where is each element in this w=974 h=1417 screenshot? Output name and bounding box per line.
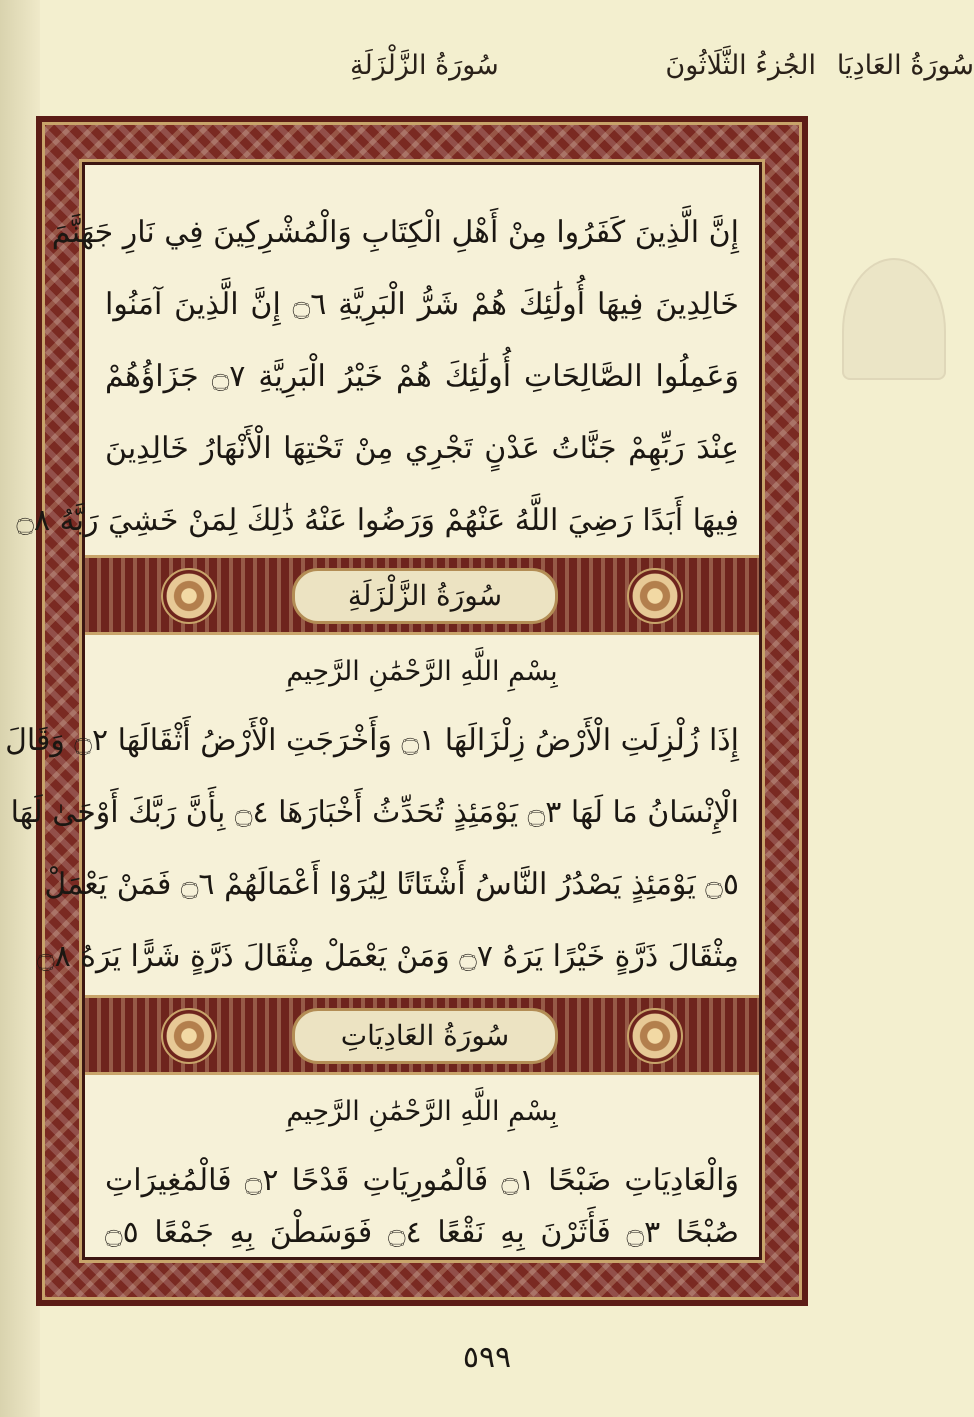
verse-line: فِيهَا أَبَدًا رَضِيَ اللَّهُ عَنْهُمْ وَرَضُوا عَنْهُ ذَٰلِكَ لِمَنْ خَشِيَ رَبَّهُ ۝٨ (16, 503, 739, 538)
verse-line: إِذَا زُلْزِلَتِ الْأَرْضُ زِلْزَالَهَا ۝١ وَأَخْرَجَتِ الْأَرْضُ أَثْقَالَهَا ۝٢ وَقَالَ (5, 723, 739, 758)
verse-line: ۝٥ يَوْمَئِذٍ يَصْدُرُ النَّاسُ أَشْتَاتًا لِيُرَوْا أَعْمَالَهُمْ ۝٦ فَمَنْ يَعْمَلْ (44, 867, 739, 902)
basmala: بِسْمِ اللَّهِ الرَّحْمَٰنِ الرَّحِيمِ (286, 656, 558, 687)
surah-banner-zalzalah (85, 555, 759, 635)
verse-line: إِنَّ الَّذِينَ كَفَرُوا مِنْ أَهْلِ الْكِتَابِ وَالْمُشْرِكِينَ فِي نَارِ جَهَنَّمَ (51, 215, 739, 250)
juz-title: الجُزءُ الثَّلَاثُونَ (665, 50, 816, 81)
page-gutter (0, 0, 40, 1417)
surah-header-center: سُورَةُ الزَّلْزَلَةِ (350, 50, 499, 81)
surah-title: سُورَةُ الزَّلْزَلَةِ (292, 568, 558, 624)
verse-line: خَالِدِينَ فِيهَا أُولَٰئِكَ هُمْ شَرُّ الْبَرِيَّةِ ۝٦ إِنَّ الَّذِينَ آمَنُوا (105, 287, 739, 322)
surah-header-right: سُورَةُ العَادِيَا (836, 50, 974, 81)
rosette-icon (161, 568, 217, 624)
verse-line: الْإِنْسَانُ مَا لَهَا ۝٣ يَوْمَئِذٍ تُحَدِّثُ أَخْبَارَهَا ۝٤ بِأَنَّ رَبَّكَ أَوْحَىٰ لَهَا (10, 795, 739, 830)
verse-line: وَالْعَادِيَاتِ ضَبْحًا ۝١ فَالْمُورِيَاتِ قَدْحًا ۝٢ فَالْمُغِيرَاتِ (105, 1163, 739, 1198)
basmala: بِسْمِ اللَّهِ الرَّحْمَٰنِ الرَّحِيمِ (286, 1096, 558, 1127)
rosette-icon (627, 568, 683, 624)
verse-line: مِثْقَالَ ذَرَّةٍ خَيْرًا يَرَهُ ۝٧ وَمَنْ يَعْمَلْ مِثْقَالَ ذَرَّةٍ شَرًّا يَرَهُ ۝٨ (37, 939, 739, 974)
verse-line: عِنْدَ رَبِّهِمْ جَنَّاتُ عَدْنٍ تَجْرِي مِنْ تَحْتِهَا الْأَنْهَارُ خَالِدِينَ (105, 431, 739, 466)
surah-banner-adiyat (85, 995, 759, 1075)
text-panel (5, 162, 762, 1260)
rosette-icon (161, 1008, 217, 1064)
surah-title: سُورَةُ العَادِيَاتِ (292, 1008, 558, 1064)
page-header (40, 50, 974, 100)
page-number: ٥٩٩ (462, 1340, 512, 1375)
rosette-icon (627, 1008, 683, 1064)
verse-line: صُبْحًا ۝٣ فَأَثَرْنَ بِهِ نَقْعًا ۝٤ فَوَسَطْنَ بِهِ جَمْعًا ۝٥ (105, 1215, 739, 1250)
verse-line: وَعَمِلُوا الصَّالِحَاتِ أُولَٰئِكَ هُمْ خَيْرُ الْبَرِيَّةِ ۝٧ جَزَاؤُهُمْ (105, 359, 739, 394)
ornamental-border (5, 116, 808, 1306)
bleed-through-medallion (842, 258, 946, 380)
